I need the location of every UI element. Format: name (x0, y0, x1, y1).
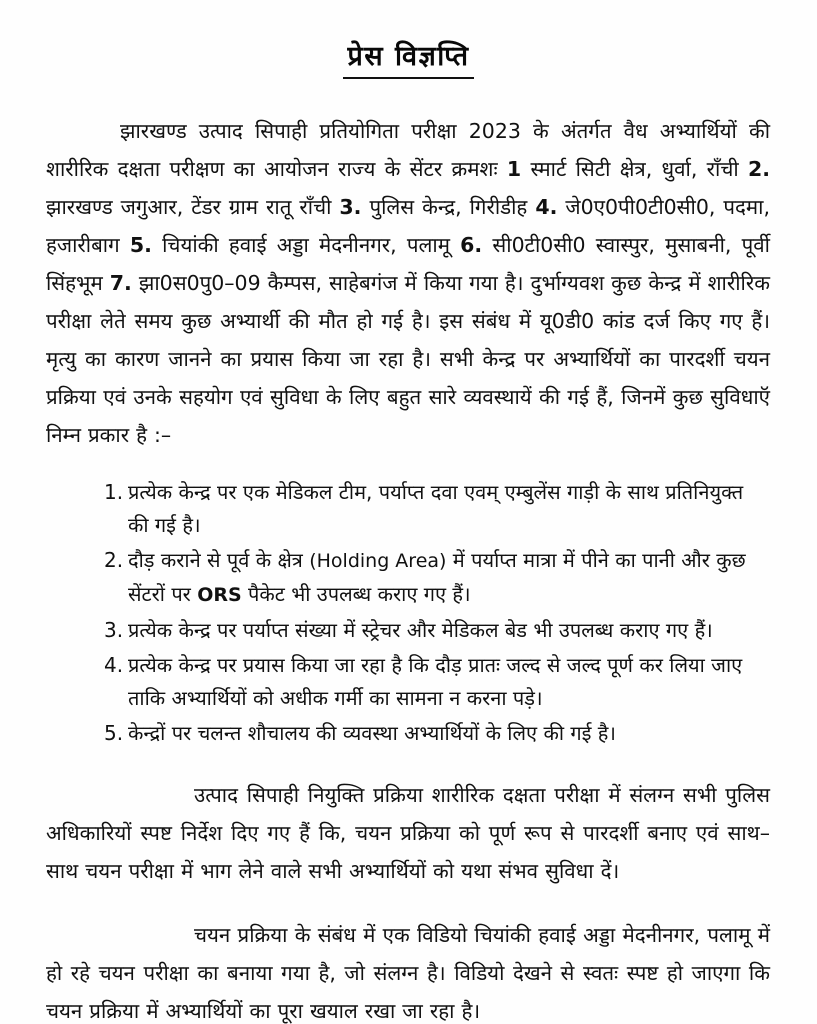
list-item-number: 2. (104, 547, 124, 572)
list-item-text (128, 717, 760, 750)
list-item-number: 4. (104, 652, 124, 677)
center-number: 4. (535, 194, 558, 219)
list-item (46, 649, 770, 715)
list-item-number: 3. (104, 617, 124, 642)
list-item-text (128, 476, 760, 542)
list-item-number: 5. (104, 720, 124, 745)
list-item (46, 544, 770, 612)
document-body (0, 112, 817, 1024)
text-run: प्रत्येक केन्द्र पर प्रयास किया जा रहा है कि दौड़ प्रातः जल्द से जल्द पूर्ण कर लिया जाए ताकि अभ्यार्थियों को अधीक गर्मी का सामना न करना पड़े। (128, 652, 743, 710)
closing-paragraph-1: उत्पाद सिपाही नियुक्ति प्रक्रिया शारीरिक दक्षता परीक्षा में संलग्न सभी पुलिस अधिकारियों स्पष्ट निर्देश दिए गए हैं कि, चयन प्रक्रिया को पूर्ण रूप से पारदर्शी बनाए एवं साथ–साथ चयन परीक्षा में भाग लेने वाले सभी अभ्यार्थियों को यथा संभव सुविधा दें। (46, 782, 770, 883)
center-number: 1 (506, 156, 522, 181)
text-run: स्मार्ट सिटी क्षेत्र, धुर्वा, राँची (521, 156, 748, 181)
text-run: प्रत्येक केन्द्र पर पर्याप्त संख्या में स्ट्रेचर और मेडिकल बेड भी उपलब्ध कराए गए हैं। (128, 617, 713, 642)
intro-paragraph (46, 112, 770, 454)
text-run: केन्द्रों पर चलन्त शौचालय की व्यवस्था अभ्यार्थियों के लिए की गई है। (128, 720, 616, 745)
text-run: झारखण्ड उत्पाद सिपाही प्रतियोगिता परीक्षा 2023 के अंतर्गत वैध अभ्यार्थियों की शारीरिक दक्षता परीक्षण का आयोजन राज्य के सेंटर क्रमशः (46, 118, 770, 181)
list-item (46, 717, 770, 750)
center-number: 3. (339, 194, 362, 219)
title-container (0, 0, 817, 103)
list-item-text (128, 649, 760, 715)
center-number: 6. (460, 232, 483, 257)
text-run: जे0ए0पी0टी0सी0, पदमा, हजारीबाग (46, 194, 770, 257)
latin-bold-text-run: ORS (197, 583, 242, 606)
text-run: चियांकी हवाई अड्डा मेदनीनगर, पलामू (151, 232, 461, 257)
center-number: 5. (129, 232, 152, 257)
list-item-text (128, 544, 760, 612)
list-item (46, 476, 770, 542)
text-run: प्रत्येक केन्द्र पर एक मेडिकल टीम, पर्याप्त दवा एवम् एम्बुलेंस गाड़ी के साथ प्रतिनियुक्त की गई है। (128, 479, 744, 537)
list-item-number: 1. (104, 479, 124, 504)
text-run: पैकेट भी उपलब्ध कराए गए हैं। (241, 581, 471, 606)
text-run: में पर्याप्त मात्रा में पीने का पानी और कुछ सेंटरों पर (128, 547, 746, 606)
text-run: सी0टी0सी0 स्वास्पुर, मुसाबनी, पूर्वी सिंहभूम (46, 232, 770, 295)
text-run: पुलिस केन्द्र, गिरीडीह (361, 194, 536, 219)
center-number: 2. (747, 156, 770, 181)
list-item-text (128, 614, 760, 647)
center-number: 7. (109, 270, 132, 295)
closing-paragraph-2: चयन प्रक्रिया के संबंध में एक विडियो चियांकी हवाई अड्डा मेदनीनगर, पलामू में हो रहे चयन परीक्षा का बनाया गया है, जो संलग्न है। विडियो देखने से स्वतः स्पष्ट हो जाएगा कि चयन प्रक्रिया में अभ्यार्थियों का पूरा खयाल रखा जा रहा है। (46, 922, 770, 1023)
list-item (46, 614, 770, 647)
facility-list (46, 476, 770, 750)
latin-text-run: (Holding Area) (309, 549, 447, 572)
text-run: झारखण्ड जगुआर, टेंडर ग्राम रातू राँची (46, 194, 340, 219)
text-run: दौड़ कराने से पूर्व के क्षेत्र (128, 547, 310, 572)
page-title: प्रेस विज्ञप्ति (343, 40, 473, 79)
text-run: झा0स0पु0–09 कैम्पस, साहेबगंज में किया गया है। दुर्भाग्यवश कुछ केन्द्र में शारीरिक परीक्षा लेते समय कुछ अभ्यार्थी की मौत हो गई है। इस संबंध में यू0डी0 कांड दर्ज किए गए हैं। मृत्यु का कारण जानने का प्रयास किया जा रहा है। सभी केन्द्र पर अभ्यार्थियों का पारदर्शी चयन प्रक्रिया एवं उनके सहयोग एवं सुविधा के लिए बहुत सारे व्यवस्थायें की गई हैं, जिनमें कुछ सुविधाऍ निम्न प्रकार है :– (46, 270, 770, 447)
